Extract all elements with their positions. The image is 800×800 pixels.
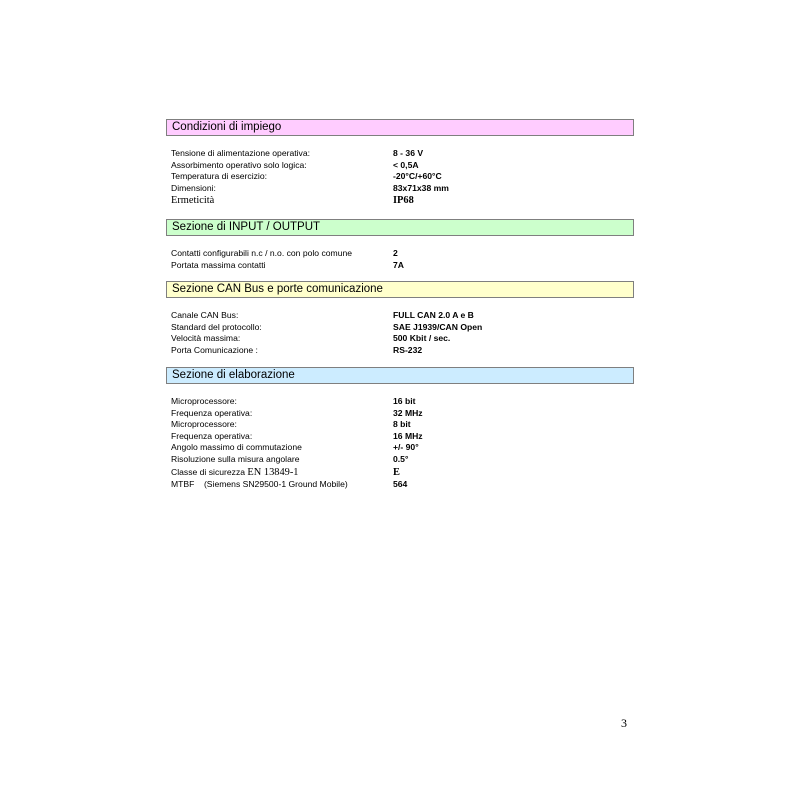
- spec-list: [166, 396, 634, 490]
- section-header: Sezione CAN Bus e porte comunicazione: [166, 281, 634, 298]
- spec-value: 500 Kbit / sec.: [393, 333, 451, 344]
- spec-row: [171, 479, 634, 491]
- spec-label: [171, 466, 393, 479]
- spec-row: [171, 171, 634, 183]
- spec-label: Dimensioni:: [171, 182, 216, 193]
- spec-row: [171, 248, 634, 260]
- spec-value: +/- 90°: [393, 442, 419, 453]
- spec-value: E: [393, 466, 400, 478]
- spec-label: Microprocessore:: [171, 419, 237, 430]
- spec-label: Contatti configurabili n.c / n.o. con polo comune: [171, 248, 353, 258]
- spec-label: Frequenza operativa:: [171, 430, 253, 441]
- spec-value: 32 MHz: [393, 407, 423, 418]
- spec-label-text: Classe di sicurezza: [171, 466, 246, 477]
- spec-label: Tensione di alimentazione operativa:: [171, 148, 311, 158]
- section-condizioni-impiego: [166, 119, 634, 207]
- spec-row: [171, 148, 634, 160]
- spec-value: RS-232: [393, 344, 423, 355]
- spec-label: Assorbimento operativo solo logica:: [171, 159, 307, 170]
- spec-value: FULL CAN 2.0 A e B: [393, 310, 474, 320]
- spec-value: 7A: [393, 259, 404, 270]
- section-header: Sezione di INPUT / OUTPUT: [166, 219, 634, 236]
- page-number: 3: [621, 716, 627, 730]
- spec-value: 8 bit: [393, 419, 411, 430]
- spec-row: [171, 419, 634, 431]
- spec-value: 16 bit: [393, 396, 416, 406]
- spec-label: Standard del protocollo:: [171, 321, 262, 332]
- spec-label: Ermeticità: [171, 195, 215, 207]
- spec-value: SAE J1939/CAN Open: [393, 321, 483, 332]
- spec-row: [171, 408, 634, 420]
- spec-row: [171, 310, 634, 322]
- spec-row: [171, 466, 634, 479]
- section-header: Sezione di elaborazione: [166, 367, 634, 384]
- spec-row: [171, 260, 634, 272]
- spec-row: [171, 442, 634, 454]
- spec-row: [171, 160, 634, 172]
- spec-value: IP68: [393, 195, 414, 207]
- spec-label: Portata massima contatti: [171, 259, 266, 270]
- spec-list: [166, 148, 634, 207]
- spec-row: [171, 333, 634, 345]
- spec-label: Temperatura di esercizio:: [171, 171, 268, 182]
- spec-value: 2: [393, 248, 398, 258]
- spec-row: [171, 454, 634, 466]
- spec-label: Angolo massimo di commutazione: [171, 442, 302, 453]
- spec-value: < 0,5A: [393, 159, 419, 170]
- spec-label: Velocità massima:: [171, 333, 241, 344]
- spec-row: [171, 322, 634, 334]
- spec-label: Frequenza operativa:: [171, 407, 253, 418]
- section-input-output: [166, 219, 634, 271]
- spec-row: [171, 431, 634, 443]
- section-elaborazione: [166, 367, 634, 490]
- spec-label: MTBF (Siemens SN29500-1 Ground Mobile): [171, 478, 348, 489]
- spec-value: 16 MHz: [393, 430, 423, 441]
- spec-row: [171, 194, 634, 207]
- spec-label: Risoluzione sulla misura angolare: [171, 453, 300, 464]
- spec-label: Canale CAN Bus:: [171, 310, 239, 320]
- spec-row: [171, 345, 634, 357]
- section-can-bus: [166, 281, 634, 356]
- spec-row: [171, 396, 634, 408]
- spec-value: 83x71x38 mm: [393, 182, 449, 193]
- spec-value: -20°C/+60°C: [393, 171, 442, 182]
- spec-label-standard: EN 13849-1: [247, 466, 299, 478]
- spec-label: Porta Comunicazione :: [171, 344, 258, 355]
- spec-value: 564: [393, 478, 408, 489]
- spec-label: Microprocessore:: [171, 396, 237, 406]
- spec-row: [171, 183, 634, 195]
- spec-value: 8 - 36 V: [393, 148, 424, 158]
- section-header: Condizioni di impiego: [166, 119, 634, 136]
- spec-list: [166, 248, 634, 271]
- spec-value: 0.5°: [393, 453, 409, 464]
- spec-list: [166, 310, 634, 356]
